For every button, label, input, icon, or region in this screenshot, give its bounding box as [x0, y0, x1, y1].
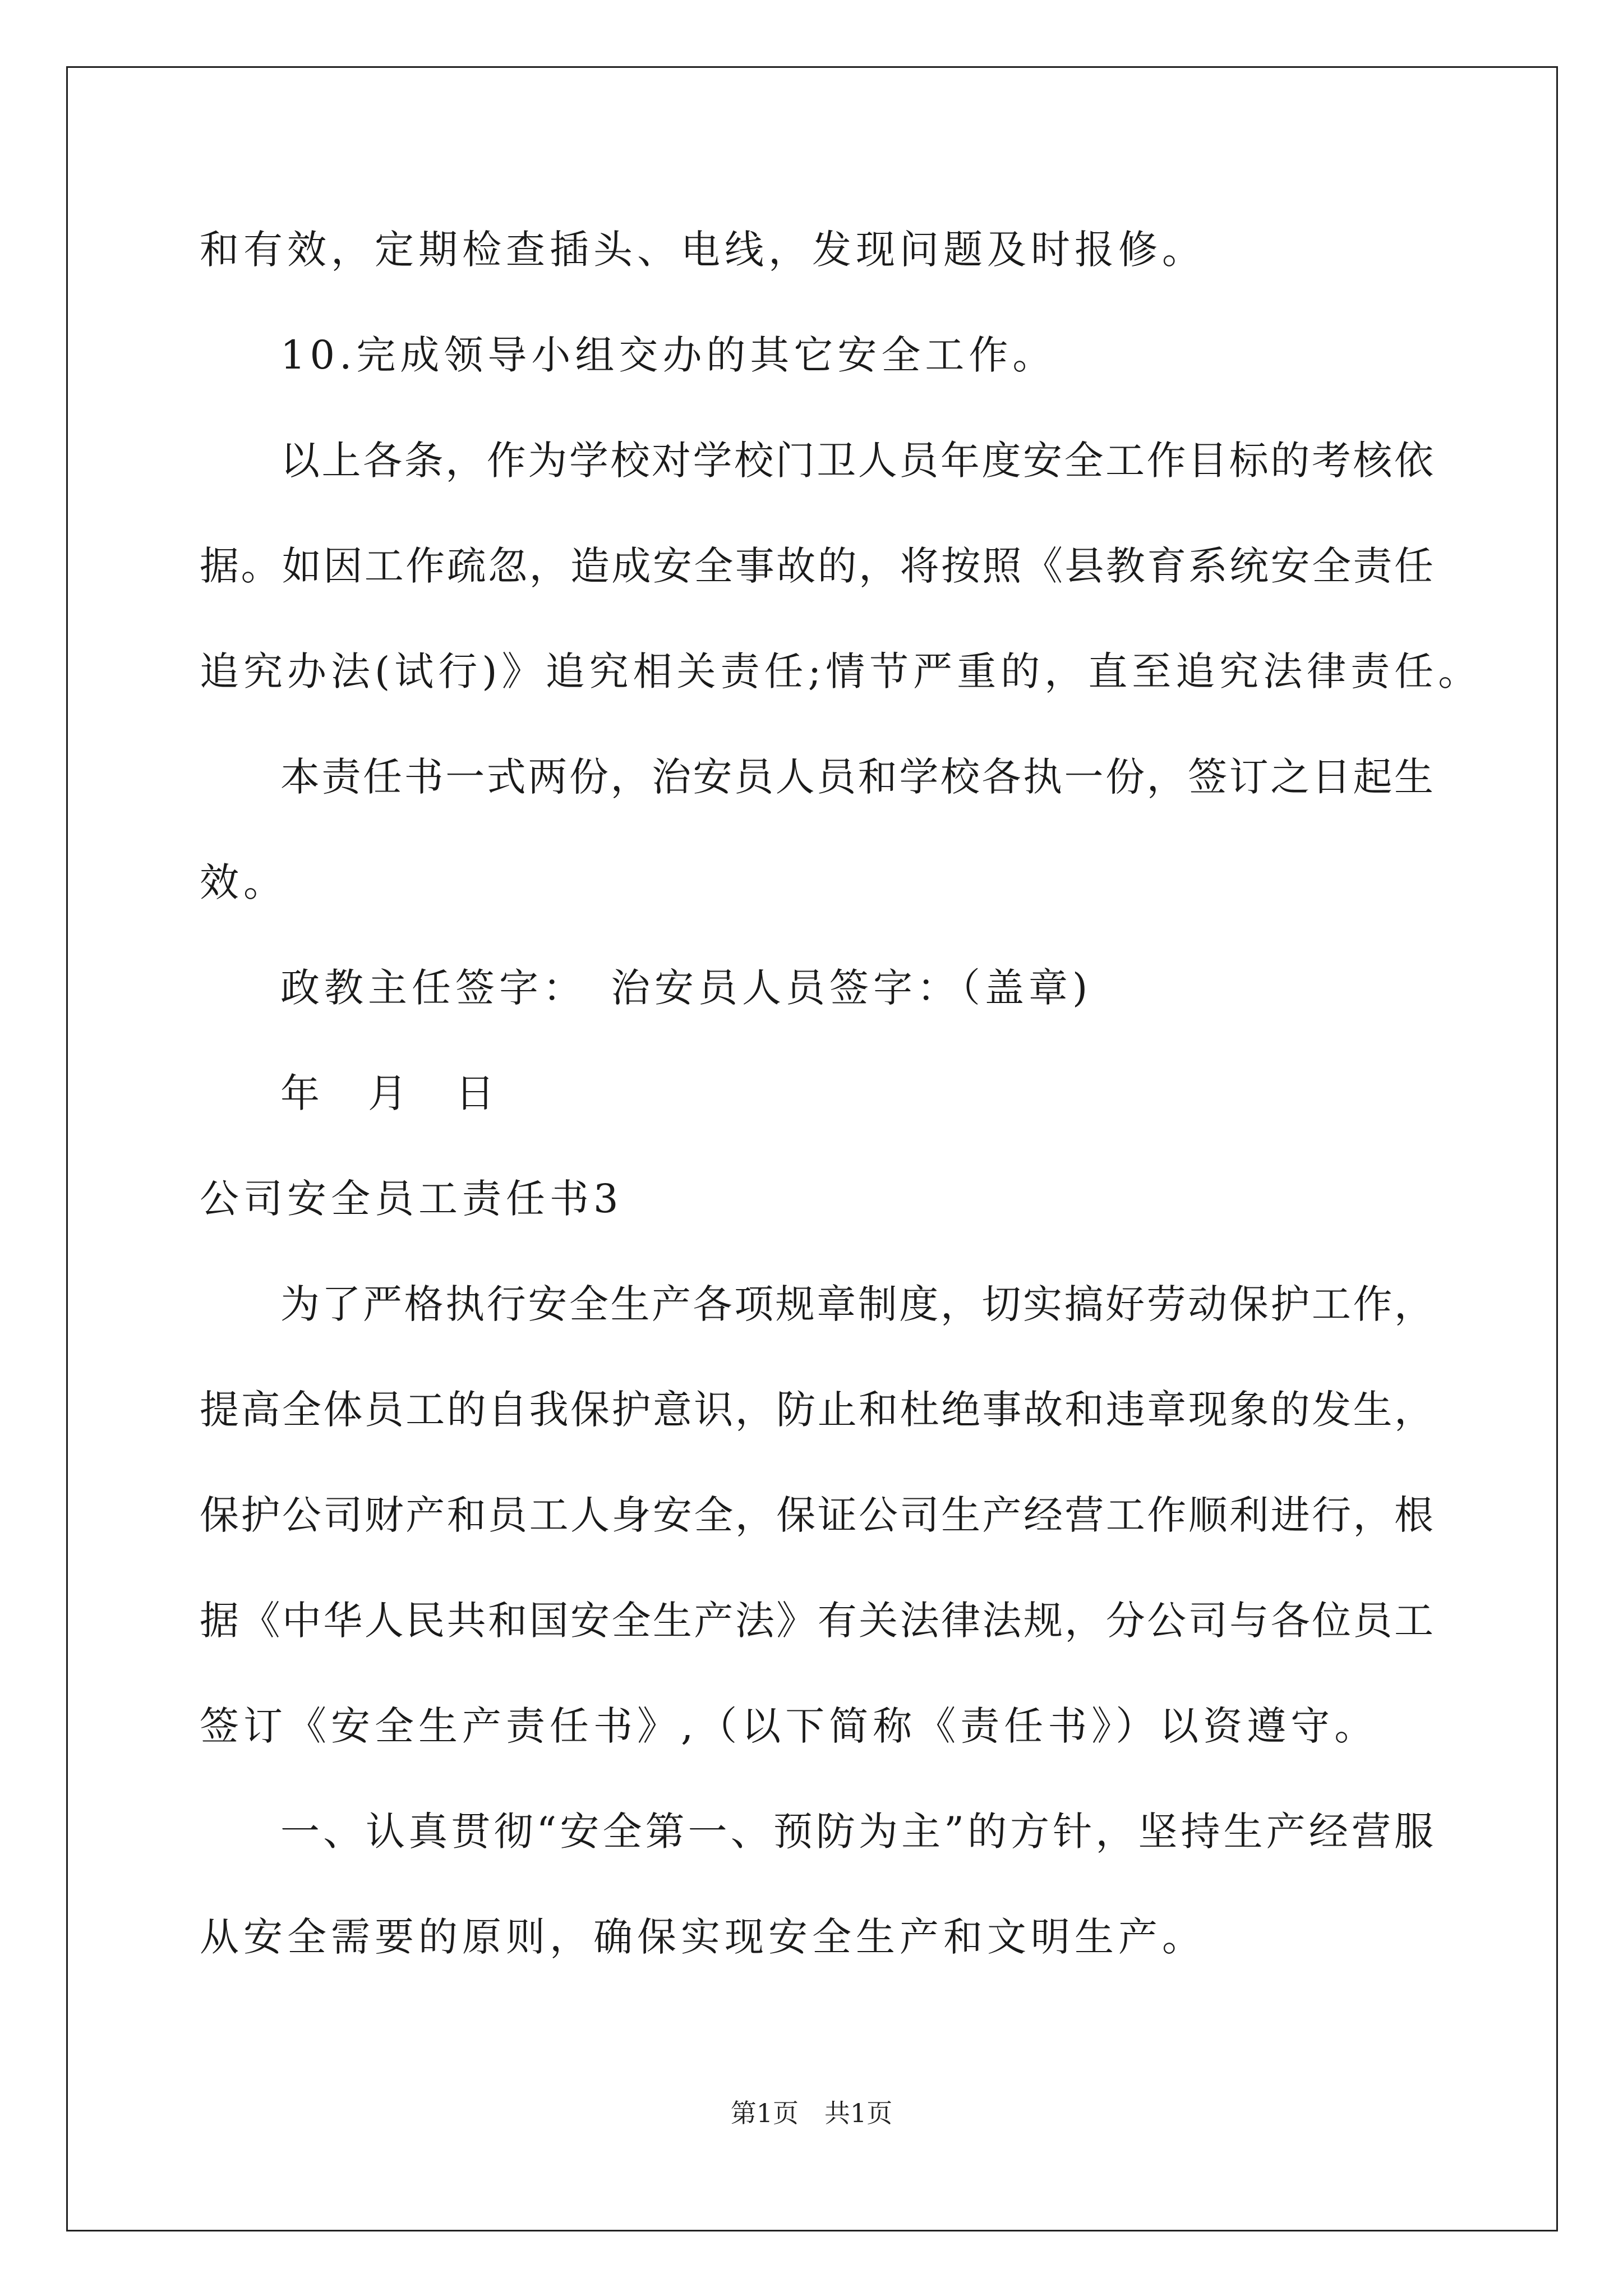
paragraph-line: 据《中华人民共和国安全生产法》有关法律法规，分公司与各位员工 [200, 1598, 1433, 1644]
paragraph-line: 签订《安全生产责任书》,（以下简称《责任书》）以资遵守。 [200, 1703, 1378, 1749]
date-line: 年 月 日 [280, 1070, 499, 1116]
paragraph-line: 提高全体员工的自我保护意识，防止和杜绝事故和违章现象的发生， [200, 1387, 1433, 1433]
paragraph-line: 据。如因工作疏忽，造成安全事故的，将按照《县教育系统安全责任 [200, 543, 1433, 589]
paragraph-line: 以上各条，作为学校对学校门卫人员年度安全工作目标的考核依 [280, 438, 1433, 484]
paragraph-line: 保护公司财产和员工人身安全，保证公司生产经营工作顺利进行，根 [200, 1492, 1433, 1538]
paragraph-line: 为了严格执行安全生产各项规章制度，切实搞好劳动保护工作， [280, 1281, 1433, 1327]
paragraph-line: 效。 [200, 859, 287, 905]
paragraph-line: 和有效，定期检查插头、电线，发现问题及时报修。 [200, 227, 1206, 273]
page-number-footer: 第1页 共1页 [730, 2098, 893, 2128]
paragraph-line: 追究办法(试行)》追究相关责任;情节严重的，直至追究法律责任。 [200, 648, 1482, 694]
section-heading: 公司安全员工责任书3 [200, 1176, 623, 1222]
paragraph-line: 一、认真贯彻“安全第一、预防为主”的方针，坚持生产经营服 [280, 1809, 1433, 1855]
paragraph-line: 从安全需要的原则，确保实现安全生产和文明生产。 [200, 1914, 1206, 1960]
page-border [66, 66, 1558, 2231]
signature-line: 政教主任签字： 治安员人员签字：（盖章) [280, 965, 1092, 1011]
paragraph-line: 本责任书一式两份，治安员人员和学校各执一份，签订之日起生 [280, 754, 1433, 800]
item-10-line: 10.完成领导小组交办的其它安全工作。 [280, 332, 1057, 378]
